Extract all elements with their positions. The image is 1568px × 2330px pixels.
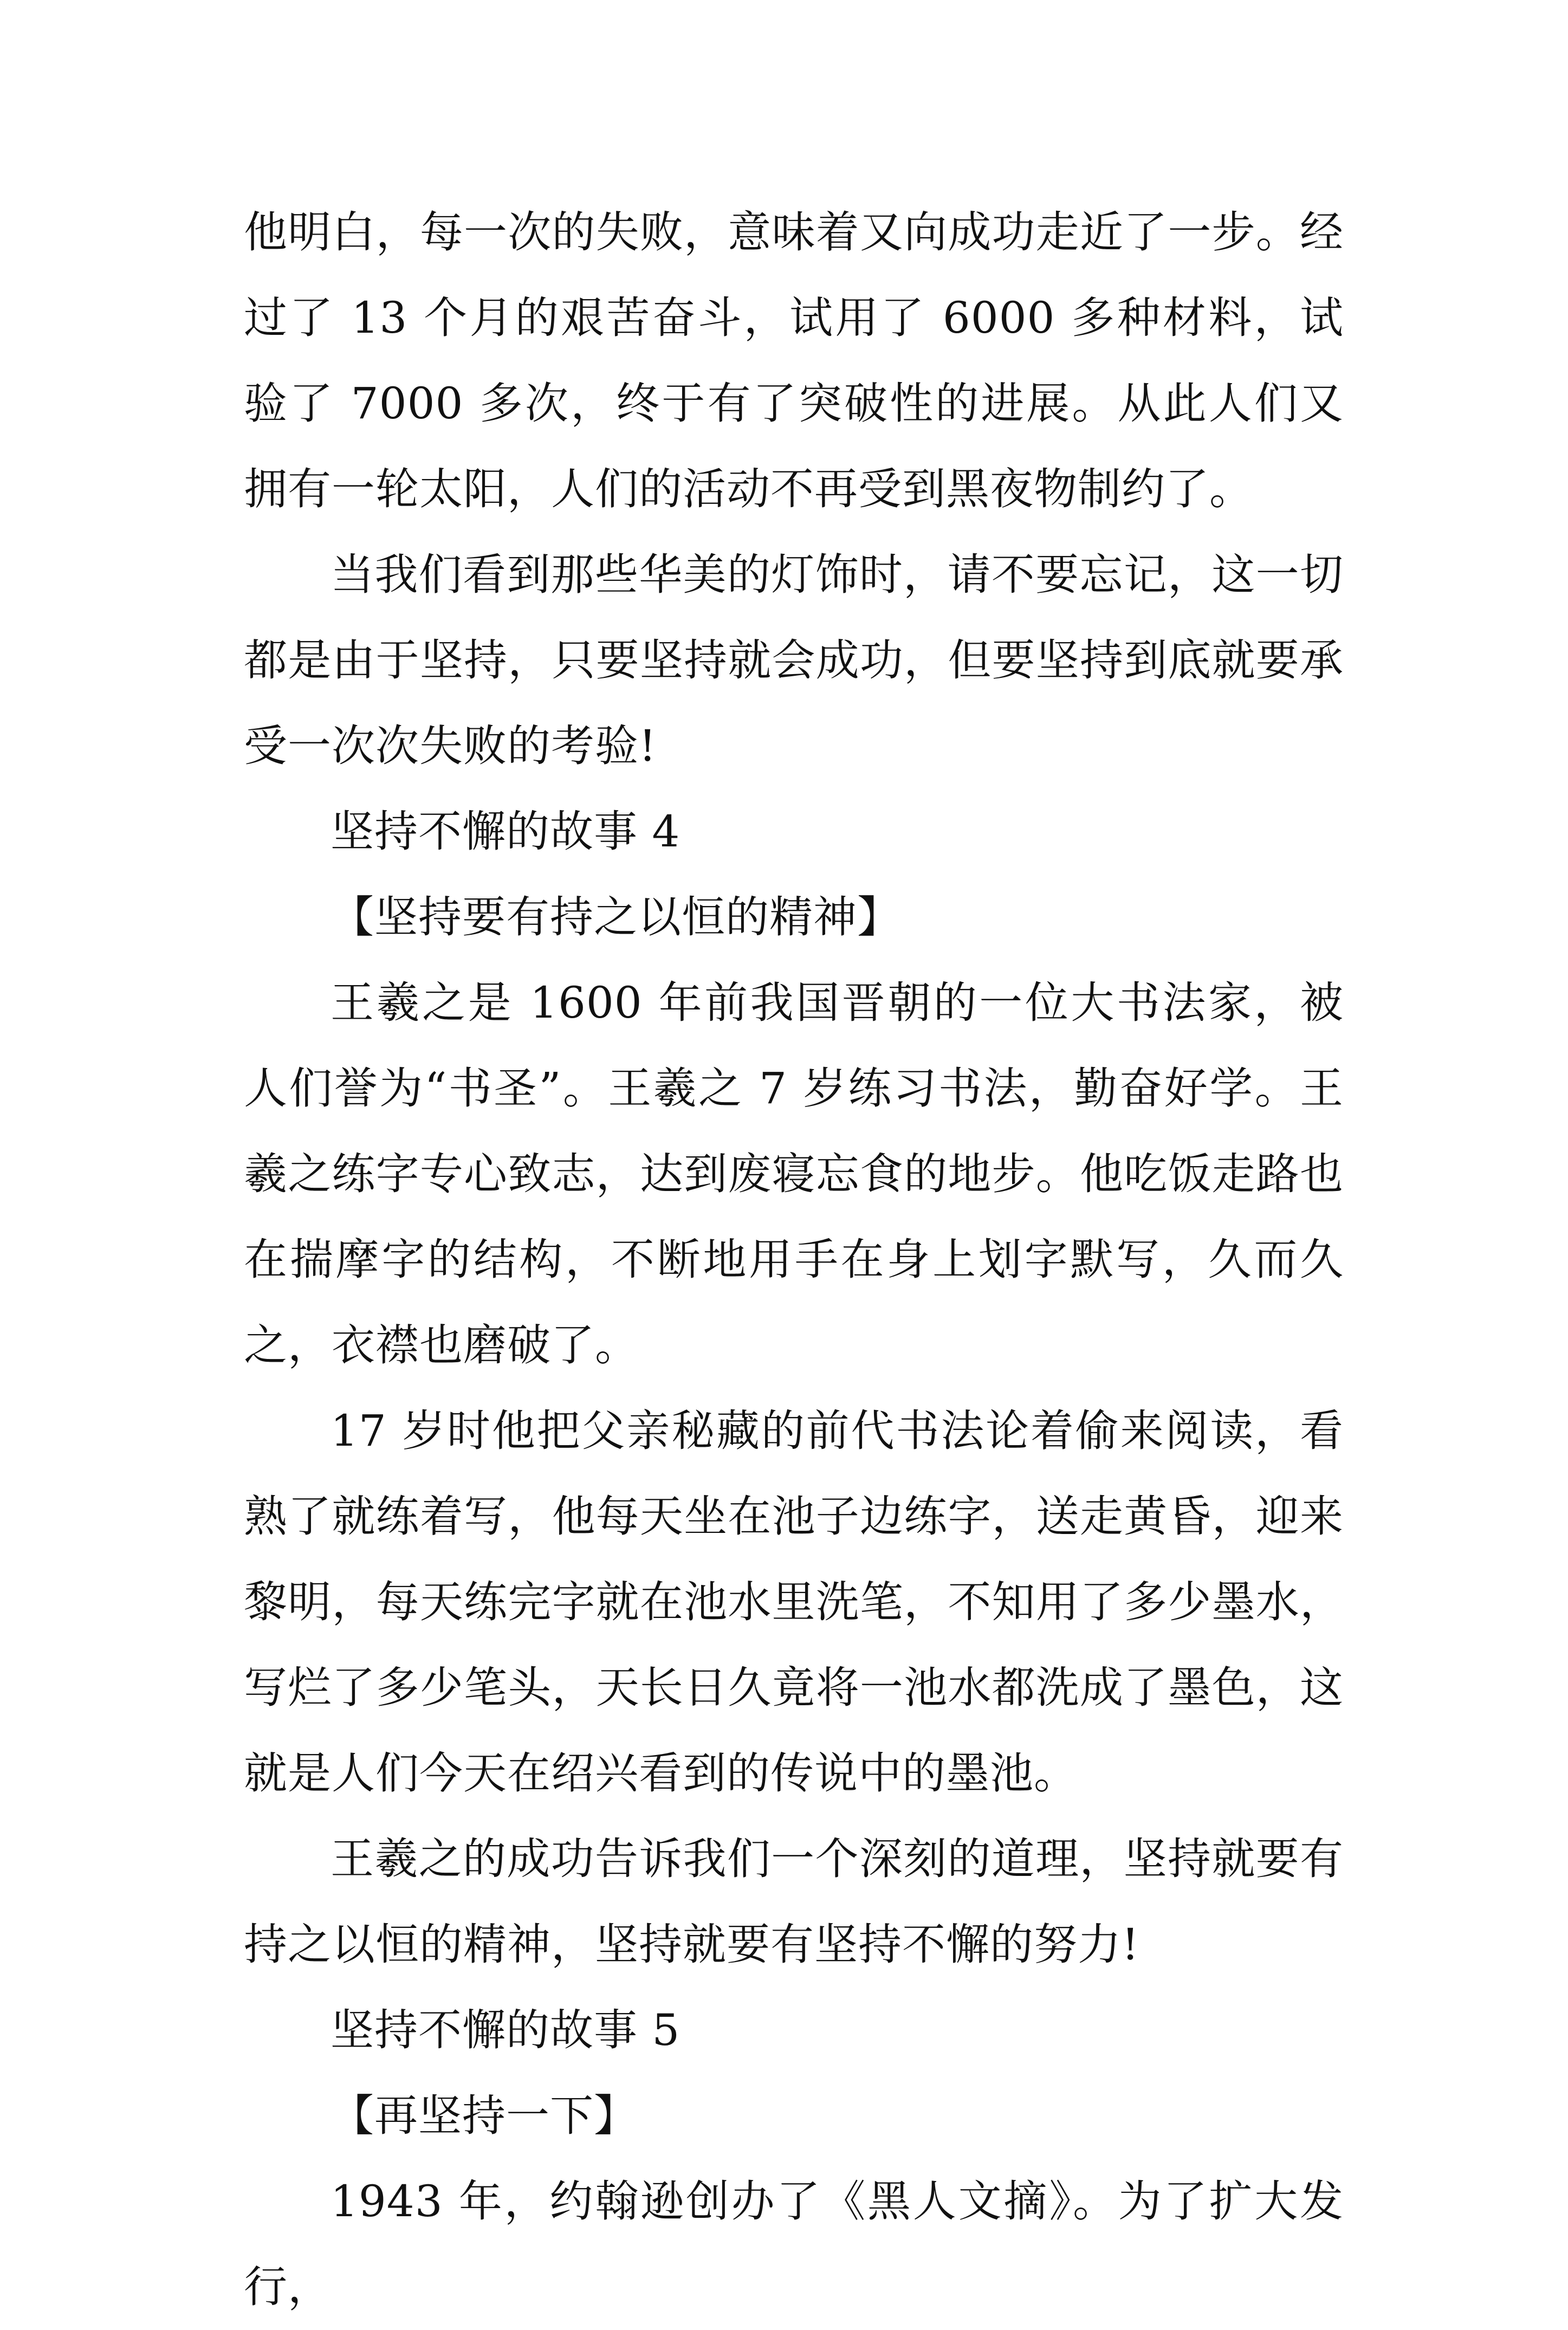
paragraph-wang-xizhi-intro: 王羲之是 1600 年前我国晋朝的一位大书法家，被人们誉为“书圣”。王羲之 7 岁练习书法，勤奋好学。王羲之练字专心致志，达到废寝忘食的地步。他吃饭走路也在揣摩字的结构，不断地用手在身上划字默写，久而久之，衣襟也磨破了。 — [244, 978, 1344, 1370]
paragraph-lamps-lesson: 当我们看到那些华美的灯饰时，请不要忘记，这一切都是由于坚持，只要坚持就会成功，但要坚持到底就要承受一次次失败的考验! — [244, 549, 1344, 771]
paragraph-ink-pool: 17 岁时他把父亲秘藏的前代书法论着偷来阅读，看熟了就练着写，他每天坐在池子边练字，送走黄昏，迎来黎明，每天练完字就在池水里洗笔，不知用了多少墨水，写烂了多少笔头，天长日久竟将一池水都洗成了墨色，这就是人们今天在绍兴看到的传说中的墨池。 — [244, 1406, 1344, 1798]
story-5-title: 【再坚持一下】 — [331, 2090, 638, 2141]
document-body — [244, 190, 1344, 2330]
paragraph-johnson-1943: 1943 年，约翰逊创办了《黑人文摘》。为了扩大发行， — [244, 2176, 1344, 2312]
story-5-heading: 坚持不懈的故事 5 — [331, 2005, 681, 2055]
story-4-heading: 坚持不懈的故事 4 — [331, 806, 681, 857]
paragraph-edison-success: 他明白，每一次的失败，意味着又向成功走近了一步。经过了 13 个月的艰苦奋斗，试用了 6000 多种材料，试验了 7000 多次，终于有了突破性的进展。从此人们又拥有一轮太阳，人们的活动不再受到黑夜物制约了。 — [244, 207, 1344, 514]
story-4-title: 【坚持要有持之以恒的精神】 — [331, 892, 901, 942]
paragraph-wang-xizhi-lesson: 王羲之的成功告诉我们一个深刻的道理，坚持就要有持之以恒的精神，坚持就要有坚持不懈的努力! — [244, 1834, 1344, 1970]
